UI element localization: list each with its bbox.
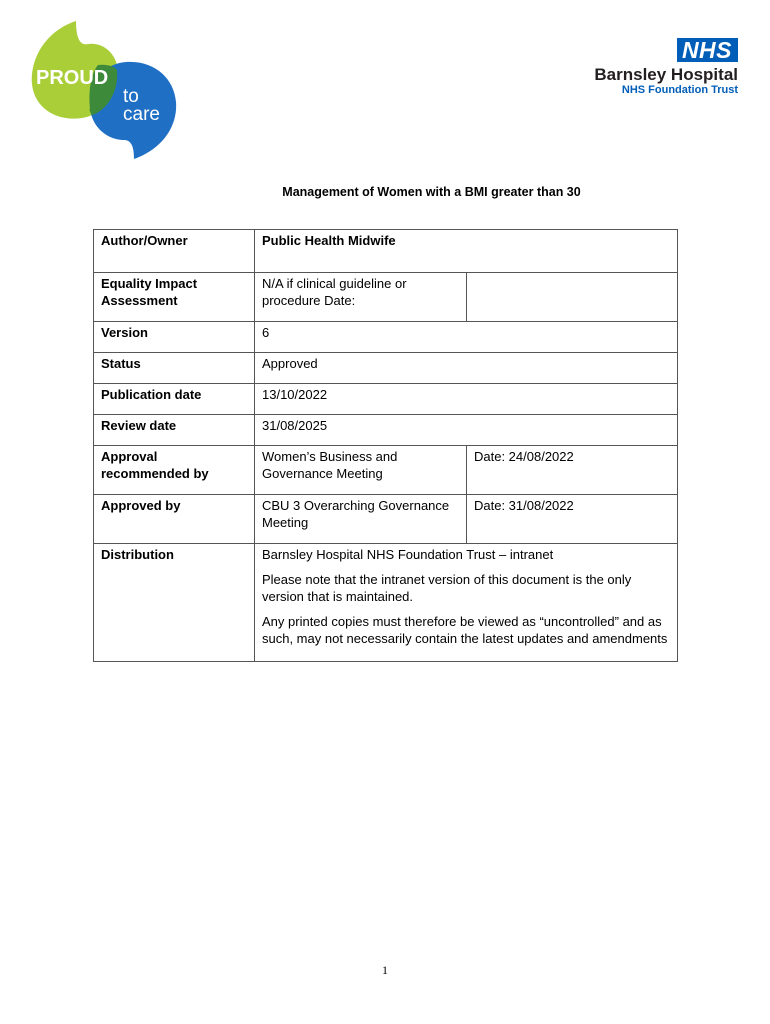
version-value: 6 xyxy=(255,322,678,353)
distribution-label: Distribution xyxy=(94,544,255,662)
approval-recommended-date: Date: 24/08/2022 xyxy=(467,446,678,495)
logo-word-care: care xyxy=(123,104,160,125)
table-row-review xyxy=(94,415,678,446)
equality-label: Equality Impact Assessment xyxy=(94,273,255,322)
distribution-value xyxy=(255,544,678,662)
page-number: 1 xyxy=(382,963,388,977)
status-label: Status xyxy=(94,353,255,384)
table-row-approved-by xyxy=(94,495,678,544)
author-label: Author/Owner xyxy=(94,230,255,273)
document-title: Management of Women with a BMI greater than 30 xyxy=(282,185,581,199)
publication-label: Publication date xyxy=(94,384,255,415)
approved-by-value: CBU 3 Overarching Governance Meeting xyxy=(255,495,467,544)
proud-to-care-logo xyxy=(26,18,186,164)
publication-value: 13/10/2022 xyxy=(255,384,678,415)
table-row-distribution xyxy=(94,544,678,662)
status-value: Approved xyxy=(255,353,678,384)
nhs-badge: NHS xyxy=(677,38,738,62)
table-row-approval-recommended xyxy=(94,446,678,495)
distribution-paragraph: Any printed copies must therefore be viewed as “uncontrolled” and as such, may not necessarily contain the latest updates and amendments xyxy=(262,614,668,646)
equality-value xyxy=(255,273,467,322)
distribution-paragraph: Please note that the intranet version of this document is the only version that is maintained. xyxy=(262,572,632,604)
equality-value-text: N/A if clinical guideline or procedure xyxy=(262,276,407,308)
table-row-equality xyxy=(94,273,678,322)
equality-date-text: Date: xyxy=(324,293,356,308)
table-row-status xyxy=(94,353,678,384)
table-row-version xyxy=(94,322,678,353)
nhs-org-name: Barnsley Hospital xyxy=(594,65,738,84)
nhs-trust-name: NHS Foundation Trust xyxy=(621,84,738,96)
approved-by-label: Approved by xyxy=(94,495,255,544)
table-row-publication xyxy=(94,384,678,415)
review-value: 31/08/2025 xyxy=(255,415,678,446)
author-value: Public Health Midwife xyxy=(255,230,678,273)
logo-word-to: to xyxy=(123,86,139,107)
table-row-author xyxy=(94,230,678,273)
logo-word-proud: PROUD xyxy=(36,67,109,89)
nhs-logo xyxy=(538,38,738,97)
approved-by-date: Date: 31/08/2022 xyxy=(467,495,678,544)
distribution-paragraph: Barnsley Hospital NHS Foundation Trust – intranet xyxy=(262,547,554,562)
review-label: Review date xyxy=(94,415,255,446)
approval-recommended-label: Approval recommended by xyxy=(94,446,255,495)
document-info-table xyxy=(93,229,678,662)
equality-empty-cell xyxy=(467,273,678,322)
version-label: Version xyxy=(94,322,255,353)
approval-recommended-value: Women’s Business and Governance Meeting xyxy=(255,446,467,495)
